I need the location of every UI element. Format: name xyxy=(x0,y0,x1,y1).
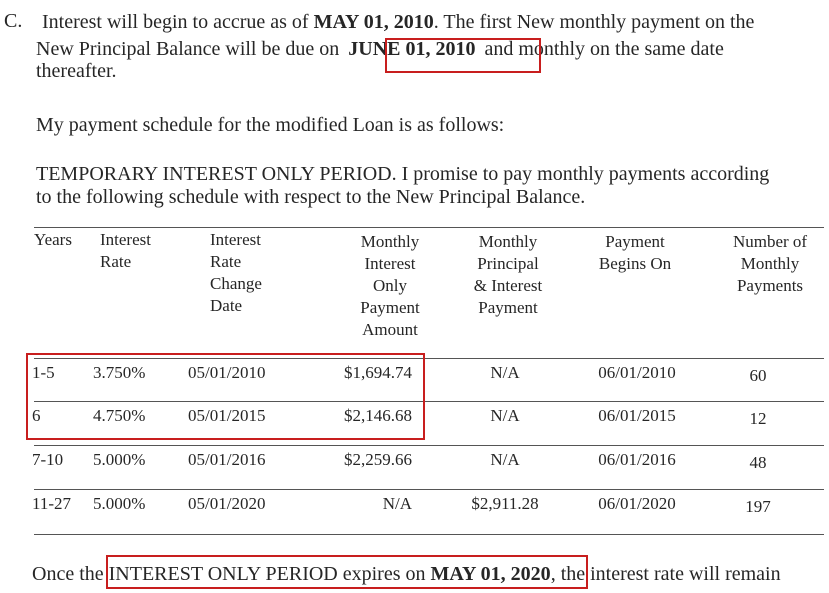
table-cell: $2,259.66 xyxy=(344,450,412,469)
column-header-line: Rate xyxy=(100,252,132,271)
table-cell: $2,146.68 xyxy=(344,406,412,425)
table-cell: 6 xyxy=(32,406,41,425)
column-header xyxy=(460,231,556,319)
period-line-2: to the following schedule with respect to the New Principal Balance. xyxy=(36,186,586,208)
table-top-rule xyxy=(34,227,824,228)
column-header xyxy=(340,231,440,341)
table-cell: 12 xyxy=(749,409,767,428)
table-cell: 05/01/2015 xyxy=(188,406,266,425)
table-cell: $1,694.74 xyxy=(344,363,412,382)
period-title: TEMPORARY INTEREST ONLY PERIOD. xyxy=(36,163,397,185)
table-cell: 60 xyxy=(749,366,767,385)
table-cell: 06/01/2010 xyxy=(598,363,676,382)
section-c-line-3: thereafter. xyxy=(36,60,117,82)
column-header-line: Monthly xyxy=(478,232,538,251)
column-header-line: Interest xyxy=(100,230,151,249)
table-cell: 05/01/2016 xyxy=(188,450,266,469)
table-cell: 05/01/2020 xyxy=(188,494,266,513)
period-line-1 xyxy=(36,163,769,185)
column-header-line: Years xyxy=(34,230,72,249)
column-header-line: Payment xyxy=(478,298,538,317)
row-4-rule xyxy=(34,534,824,535)
column-header-line: Payment xyxy=(605,232,665,251)
interest-only-expiry-date: MAY 01, 2020 xyxy=(430,563,551,585)
interest-only-expiry-text: INTEREST ONLY PERIOD expires on xyxy=(108,563,431,585)
rows-1-2-highlight xyxy=(26,353,425,440)
column-header-line: Payment xyxy=(360,298,420,317)
column-header-line: Interest xyxy=(364,254,416,273)
column-header-line: Amount xyxy=(362,320,418,339)
table-cell: 1-5 xyxy=(32,363,55,382)
first-payment-date: JUNE 01, 2010 xyxy=(348,38,476,60)
table-cell: 7-10 xyxy=(32,450,64,469)
table-cell: N/A xyxy=(490,450,520,469)
table-cell: N/A xyxy=(490,406,520,425)
table-cell: 5.000% xyxy=(93,494,146,513)
table-cell: 48 xyxy=(749,453,767,472)
column-header-line: Change xyxy=(210,274,262,293)
interest-only-expiry-highlight xyxy=(106,555,588,589)
table-cell: N/A xyxy=(382,494,412,513)
column-header-line: Rate xyxy=(210,252,242,271)
column-header-line: Payments xyxy=(736,276,804,295)
table-cell: 3.750% xyxy=(93,363,146,382)
section-c-line-2-text-end: and monthly on the same date xyxy=(479,38,724,60)
table-cell: 05/01/2010 xyxy=(188,363,266,382)
column-header xyxy=(210,229,280,317)
row-2-rule xyxy=(34,445,824,446)
section-c-line-1-text: Interest will begin to accrue as of xyxy=(42,11,314,33)
row-3-rule xyxy=(34,489,824,490)
column-header-line: Number of xyxy=(732,232,808,251)
section-c-line-2 xyxy=(36,38,724,60)
footer-text: Once the xyxy=(32,563,109,585)
section-c-line-1 xyxy=(42,11,754,33)
table-cell: 06/01/2016 xyxy=(598,450,676,469)
table-cell: 197 xyxy=(745,497,771,516)
footer-text-end: , the interest rate will remain xyxy=(550,563,781,585)
schedule-intro: My payment schedule for the modified Loan is as follows: xyxy=(36,114,505,136)
column-header-line: Interest xyxy=(210,230,261,249)
column-header-line: & Interest xyxy=(473,276,543,295)
table-cell: 06/01/2015 xyxy=(598,406,676,425)
table-cell: 06/01/2020 xyxy=(598,494,676,513)
column-header-line: Begins On xyxy=(598,254,672,273)
first-payment-date-highlight xyxy=(385,38,541,73)
column-header-line: Date xyxy=(210,296,243,315)
table-cell: N/A xyxy=(490,363,520,382)
section-c-line-1-text-end: . The first New monthly payment on the xyxy=(433,11,755,33)
table-cell: 11-27 xyxy=(32,494,72,513)
column-header xyxy=(34,229,84,251)
table-cell: 5.000% xyxy=(93,450,146,469)
column-header xyxy=(718,231,822,297)
period-line-1-rest: I promise to pay monthly payments according xyxy=(396,163,770,185)
accrual-date: MAY 01, 2010 xyxy=(313,11,434,33)
table-cell: 4.750% xyxy=(93,406,146,425)
section-c-marker: C. xyxy=(4,10,23,32)
column-header-line: Monthly xyxy=(360,232,420,251)
column-header-line: Only xyxy=(373,276,407,295)
table-cell: $2,911.28 xyxy=(471,494,539,513)
section-c-line-2-text: New Principal Balance will be due on xyxy=(36,38,345,60)
column-header-line: Principal xyxy=(477,254,539,273)
column-header xyxy=(585,231,685,275)
column-header-line: Monthly xyxy=(740,254,800,273)
column-header xyxy=(100,229,170,273)
